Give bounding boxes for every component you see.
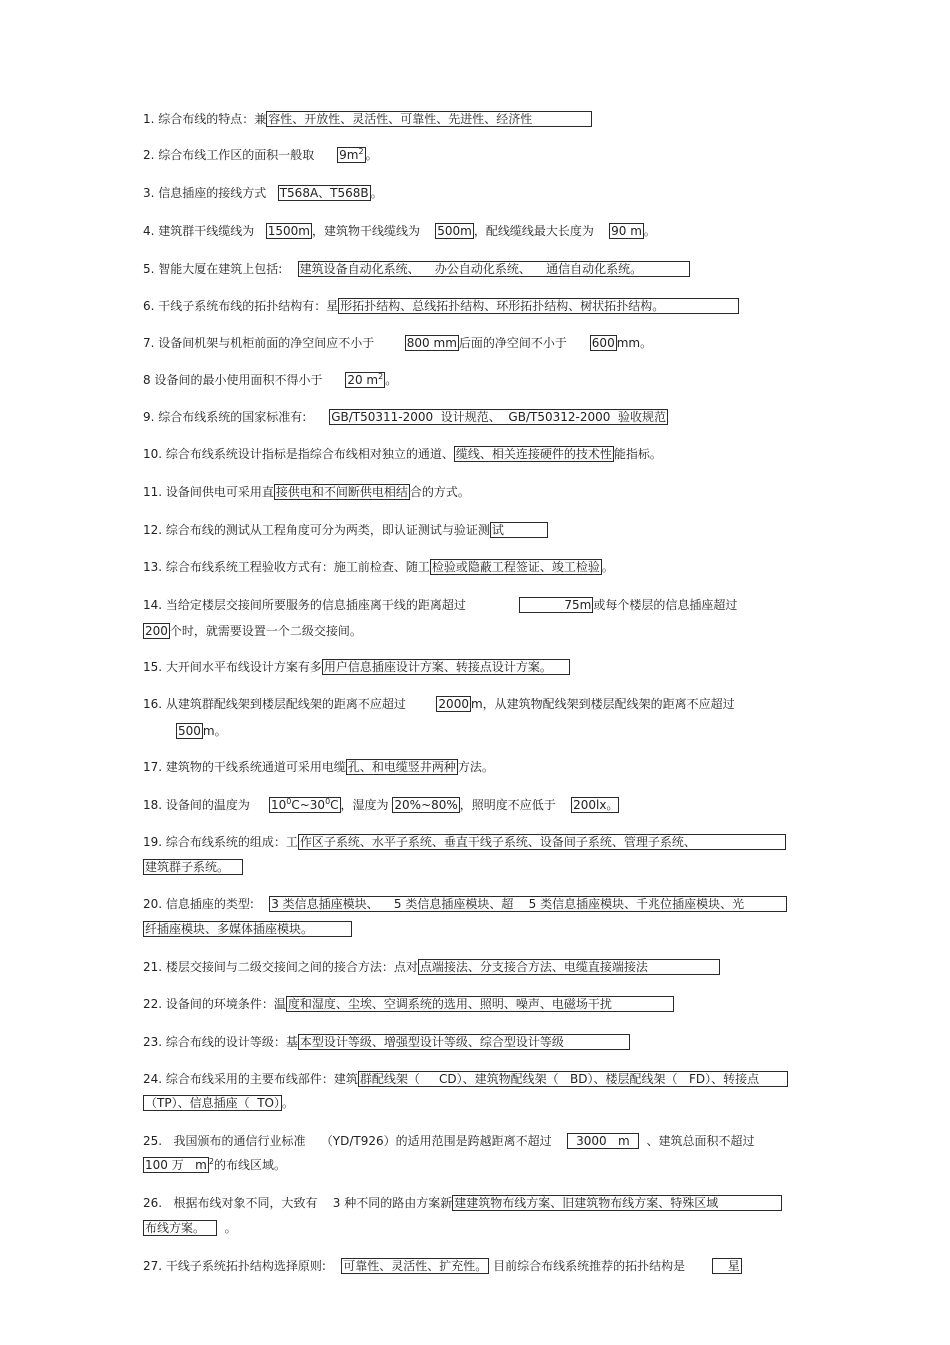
q18-degree-2: 0 bbox=[325, 797, 331, 806]
q17-end: 方法。 bbox=[457, 760, 494, 774]
q14-answer-2: 200 bbox=[145, 624, 168, 638]
q14-mid: 或每个楼层的信息插座超过 bbox=[593, 598, 738, 612]
q24-answer-2: （TP）、信息插座（ TO） bbox=[145, 1096, 280, 1110]
q22-text: 22. 设备间的环境条件：温 bbox=[143, 997, 286, 1011]
question-10 bbox=[143, 447, 662, 461]
q5-answer-box: 建筑设备自动化系统、 办公自动化系统、 通信自动化系统。 bbox=[298, 261, 690, 277]
q10-text: 10. 综合布线系统设计指标是指综合布线相对独立的通道、 bbox=[143, 447, 454, 461]
q25-superscript: 2 bbox=[208, 1157, 214, 1166]
q7-answer-2: 600 bbox=[591, 336, 615, 350]
question-5 bbox=[143, 261, 690, 277]
q8-text: 8 设备间的最小使用面积不得小于 bbox=[143, 373, 323, 387]
q22-answer-box: 度和湿度、尘埃、空调系统的选用、照明、噪声、电磁场干扰 bbox=[286, 996, 674, 1012]
q5-text: 5. 智能大厦在建筑上包括: bbox=[143, 262, 283, 276]
q27-answer-1: 可靠性、灵活性、扩充性。 bbox=[343, 1259, 488, 1273]
q10-end: 能指标。 bbox=[613, 447, 662, 461]
q4-mid-2: ，配线缆线最大长度为 bbox=[473, 224, 594, 238]
q4-end: 。 bbox=[643, 224, 656, 238]
q17-text: 17. 建筑物的干线系统通道可采用电缆 bbox=[143, 760, 346, 774]
q18-temp-unit: C bbox=[330, 798, 339, 812]
q27-text: 27. 干线子系统拓扑结构选择原则: bbox=[143, 1259, 326, 1273]
q11-text: 11. 设备间供电可采用直 bbox=[143, 485, 274, 499]
q18-text: 18. 设备间的温度为 bbox=[143, 798, 250, 812]
q4-mid-1: ，建筑物干线缆线为 bbox=[311, 224, 420, 238]
q25-text: 25. 我国颁布的通信行业标准 （YD/T926）的适用范围是跨越距离不超过 bbox=[143, 1134, 552, 1148]
question-16 bbox=[143, 697, 735, 711]
question-26 bbox=[143, 1195, 782, 1211]
question-19 bbox=[143, 834, 786, 850]
q3-end: 。 bbox=[370, 186, 383, 200]
q7-mid: 后面的净空间不小于 bbox=[458, 336, 567, 350]
q13-end: 。 bbox=[601, 560, 614, 574]
q26-end: 。 bbox=[217, 1221, 237, 1235]
q1-answer-box: 容性、开放性、灵活性、可靠性、先进性、经济性 bbox=[266, 111, 592, 127]
question-6 bbox=[143, 298, 739, 314]
q6-answer-box: 形拓扑结构、总线拓扑结构、环形拓扑结构、树状拓扑结构。 bbox=[338, 298, 739, 314]
q8-superscript: 2 bbox=[378, 372, 384, 381]
q12-answer-box: 试 bbox=[490, 522, 548, 538]
q18-answer-1 bbox=[269, 797, 341, 813]
q8-end: 。 bbox=[385, 373, 398, 387]
question-21 bbox=[143, 959, 720, 975]
q21-answer-box: 点端接法、分支接合方法、电缆直接端接法 bbox=[418, 959, 720, 975]
q18-answer-3: 200lx。 bbox=[573, 798, 619, 812]
q25-answer-2: 100 万 m bbox=[145, 1158, 207, 1172]
question-4 bbox=[143, 224, 656, 238]
q26-text: 26. 根据布线对象不同，大致有 3 种不同的路由方案新 bbox=[143, 1196, 453, 1210]
q9-text: 9. 综合布线系统的国家标准有: bbox=[143, 410, 307, 424]
q24-text: 24. 综合布线采用的主要布线部件：建筑 bbox=[143, 1072, 358, 1086]
q18-mid-1: ，湿度为 bbox=[340, 798, 389, 812]
question-15 bbox=[143, 659, 570, 675]
question-7 bbox=[143, 336, 652, 350]
q25-mid: 、建筑总面积不超过 bbox=[638, 1134, 755, 1148]
q1-text: 1. 综合布线的特点：兼 bbox=[143, 112, 267, 126]
q16-text: 16. 从建筑群配线架到楼层配线架的距离不应超过 bbox=[143, 697, 406, 711]
question-9 bbox=[143, 410, 668, 424]
q19-answer-1: 作区子系统、水平子系统、垂直干线子系统、设备间子系统、管理子系统、 bbox=[298, 834, 786, 850]
q10-answer-box: 缆线、相关连接硬件的技术性 bbox=[455, 447, 612, 461]
q4-answer-2: 500m bbox=[437, 224, 472, 238]
q18-temp-high: C~30 bbox=[291, 798, 326, 812]
q15-answer-box: 用户信息插座设计方案、转接点设计方案。 bbox=[322, 659, 570, 675]
question-24-line-2 bbox=[143, 1096, 294, 1110]
q2-end: 。 bbox=[365, 148, 378, 162]
q20-answer-1: 3 类信息插座模块、 5 类信息插座模块、超 5 类信息插座模块、千兆位插座模块、光 bbox=[269, 896, 787, 912]
q20-text: 20. 信息插座的类型: bbox=[143, 897, 254, 911]
q3-text: 3. 信息插座的接线方式 bbox=[143, 186, 267, 200]
q23-text: 23. 综合布线的设计等级：基 bbox=[143, 1035, 298, 1049]
q24-end: 。 bbox=[281, 1096, 294, 1110]
question-14-line-2 bbox=[143, 624, 362, 638]
q19-answer-2: 建筑群子系统。 bbox=[143, 859, 243, 875]
question-13 bbox=[143, 560, 614, 574]
question-12 bbox=[143, 522, 548, 538]
q7-end: mm。 bbox=[616, 336, 653, 350]
q21-text: 21. 楼层交接间与二级交接间之间的接合方法：点对 bbox=[143, 960, 418, 974]
q25-answer-1: 3000 m bbox=[567, 1133, 639, 1149]
q4-answer-1: 1500m bbox=[267, 224, 310, 238]
q26-answer-2: 布线方案。 bbox=[143, 1220, 217, 1236]
question-3 bbox=[143, 186, 383, 200]
question-25 bbox=[143, 1133, 755, 1149]
q8-answer: 20 m bbox=[347, 373, 379, 387]
q27-mid: 目前综合布线系统推荐的拓扑结构是 bbox=[493, 1259, 686, 1273]
question-20 bbox=[143, 896, 787, 912]
question-18 bbox=[143, 797, 619, 814]
q27-answer-2: 星 bbox=[712, 1258, 742, 1274]
q2-superscript: 2 bbox=[358, 147, 364, 156]
q7-text: 7. 设备间机架与机柜前面的净空间应不小于 bbox=[143, 336, 375, 350]
q9-answer-box: GB/T50311-2000 设计规范、 GB/T50312-2000 验收规范 bbox=[331, 410, 666, 424]
q2-answer-box bbox=[337, 147, 365, 163]
q18-degree-1: 0 bbox=[286, 797, 292, 806]
question-27 bbox=[143, 1258, 742, 1274]
q19-text: 19. 综合布线系统的组成：工 bbox=[143, 835, 298, 849]
q16-end: m。 bbox=[202, 724, 227, 738]
q18-mid-2: ，照明度不应低于 bbox=[459, 798, 556, 812]
q4-answer-3: 90 m bbox=[611, 224, 642, 238]
q25-end: 的布线区域。 bbox=[213, 1158, 286, 1172]
question-24 bbox=[143, 1071, 788, 1087]
q11-end: 合的方式。 bbox=[409, 485, 470, 499]
q2-text: 2. 综合布线工作区的面积一般取 bbox=[143, 148, 315, 162]
q14-text: 14. 当给定楼层交接间所要服务的信息插座离干线的距离超过 bbox=[143, 598, 466, 612]
question-20-line-2 bbox=[143, 921, 352, 937]
question-1 bbox=[143, 111, 592, 127]
q18-temp-low: 10 bbox=[270, 798, 287, 812]
q3-answer-box: T568A、T568B bbox=[279, 186, 369, 200]
q8-answer-box bbox=[345, 372, 385, 388]
q4-text: 4. 建筑群干线缆线为 bbox=[143, 224, 255, 238]
q20-answer-2: 纤插座模块、多媒体插座模块。 bbox=[143, 921, 352, 937]
question-22 bbox=[143, 996, 674, 1012]
q24-answer-1: 群配线架（ CD）、建筑物配线架（ BD）、楼层配线架（ FD）、转接点 bbox=[358, 1071, 788, 1087]
question-8 bbox=[143, 373, 397, 389]
question-2 bbox=[143, 148, 378, 164]
q6-text: 6. 干线子系统布线的拓扑结构有：星 bbox=[143, 299, 339, 313]
question-25-line-2 bbox=[143, 1158, 286, 1174]
q11-answer-box: 接供电和不间断供电相结 bbox=[275, 485, 408, 499]
question-14 bbox=[143, 597, 737, 613]
q16-answer-2: 500 bbox=[178, 724, 201, 738]
q23-answer-box: 本型设计等级、增强型设计等级、综合型设计等级 bbox=[298, 1034, 630, 1050]
question-26-line-2 bbox=[143, 1220, 237, 1236]
question-17 bbox=[143, 760, 494, 774]
q7-answer-1: 800 mm bbox=[406, 336, 457, 350]
q16-answer-1: 2000 bbox=[438, 697, 469, 711]
question-19-line-2 bbox=[143, 859, 243, 875]
q13-answer-box: 检验或隐蔽工程签证、竣工检验 bbox=[431, 560, 600, 574]
q16-mid: m，从建筑物配线架到楼层配线架的距离不应超过 bbox=[470, 697, 735, 711]
q14-end: 个时，就需要设置一个二级交接间。 bbox=[169, 624, 362, 638]
q26-answer-1: 建建筑物布线方案、旧建筑物布线方案、特殊区域 bbox=[452, 1195, 782, 1211]
q18-answer-2: 20%~80% bbox=[394, 798, 458, 812]
question-11 bbox=[143, 485, 470, 499]
q12-text: 12. 综合布线的测试从工程角度可分为两类，即认证测试与验证测 bbox=[143, 523, 490, 537]
q15-text: 15. 大开间水平布线设计方案有多 bbox=[143, 660, 322, 674]
q13-text: 13. 综合布线系统工程验收方式有：施工前检查、随工 bbox=[143, 560, 430, 574]
q14-answer-1: 75m bbox=[519, 597, 593, 613]
q2-answer: 9m bbox=[339, 148, 359, 162]
question-23 bbox=[143, 1034, 630, 1050]
question-16-line-2 bbox=[176, 724, 227, 738]
q17-answer-box: 孔、和电缆竖井两种 bbox=[347, 760, 456, 774]
